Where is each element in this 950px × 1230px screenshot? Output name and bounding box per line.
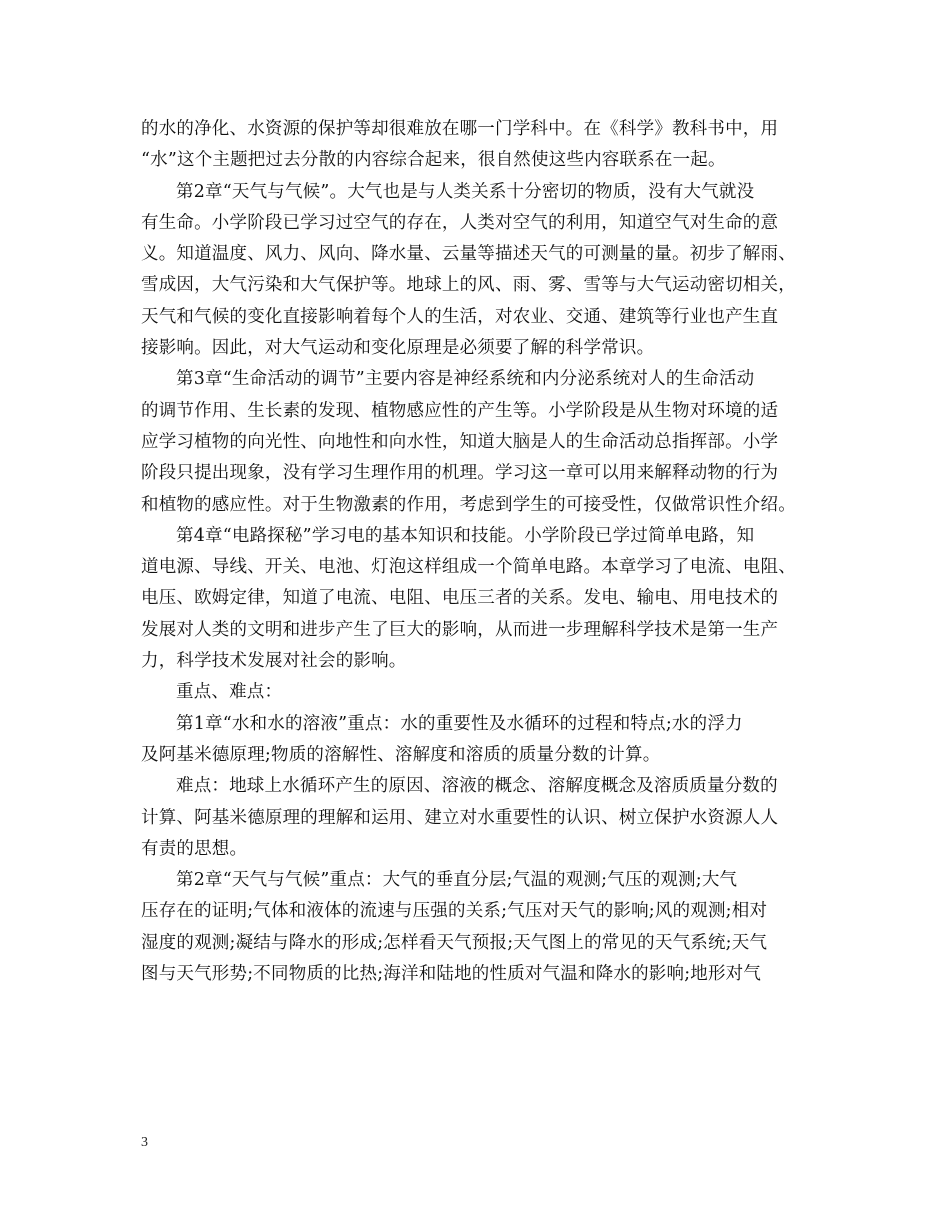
text-line: “水”这个主题把过去分散的内容综合起来，很自然使这些内容联系在一起。 bbox=[141, 150, 726, 171]
text-line: 湿度的观测;凝结与降水的形成;怎样看天气预报;天气图上的常见的天气系统;天气 bbox=[141, 932, 768, 953]
text-line: 及阿基米德原理;物质的溶解性、溶解度和溶质的质量分数的计算。 bbox=[141, 744, 661, 765]
text-line: 和植物的感应性。对于生物激素的作用，考虑到学生的可接受性，仅做常识性介绍。 bbox=[141, 494, 796, 515]
paragraph-start-line: 难点：地球上水循环产生的原因、溶液的概念、溶解度概念及溶质质量分数的 bbox=[176, 776, 778, 797]
text-line: 计算、阿基米德原理的理解和运用、建立对水重要性的认识、树立保护水资源人人 bbox=[141, 807, 779, 828]
paragraph-start-line: 第3章“生命活动的调节”主要内容是神经系统和内分泌系统对人的生命活动 bbox=[176, 369, 755, 390]
paragraph-start-line: 第2章“天气与气候”。大气也是与人类关系十分密切的物质，没有大气就没 bbox=[176, 181, 755, 202]
text-line: 应学习植物的向光性、向地性和向水性，知道大脑是人的生命活动总指挥部。小学 bbox=[141, 431, 779, 452]
text-line: 发展对人类的文明和进步产生了巨大的影响，从而进一步理解科学技术是第一生产 bbox=[141, 619, 779, 640]
text-line: 有生命。小学阶段已学习过空气的存在，人类对空气的利用，知道空气对生命的意 bbox=[141, 212, 779, 233]
text-line: 道电源、导线、开关、电池、灯泡这样组成一个简单电路。本章学习了电流、电阻、 bbox=[141, 557, 796, 578]
paragraph-start-line: 第1章“水和水的溶液”重点：水的重要性及水循环的过程和特点;水的浮力 bbox=[176, 713, 743, 734]
page-number: 3 bbox=[141, 1135, 148, 1150]
body-text bbox=[141, 114, 821, 990]
paragraph-start-line: 第2章“天气与气候”重点：大气的垂直分层;气温的观测;气压的观测;大气 bbox=[176, 870, 738, 891]
text-line: 有责的思想。 bbox=[141, 838, 248, 859]
section-heading: 重点、难点： bbox=[176, 682, 283, 703]
text-line: 压存在的证明;气体和液体的流速与压强的关系;气压对天气的影响;风的观测;相对 bbox=[141, 901, 768, 922]
text-line: 图与天气形势;不同物质的比热;海洋和陆地的性质对气温和降水的影响;地形对气 bbox=[141, 964, 762, 985]
text-line: 义。知道温度、风力、风向、降水量、云量等描述天气的可测量的量。初步了解雨、 bbox=[141, 244, 796, 265]
paragraph-start-line: 第4章“电路探秘”学习电的基本知识和技能。小学阶段已学过简单电路，知 bbox=[176, 525, 755, 546]
text-line: 的调节作用、生长素的发现、植物感应性的产生等。小学阶段是从生物对环境的适 bbox=[141, 400, 779, 421]
text-line: 力，科学技术发展对社会的影响。 bbox=[141, 651, 407, 672]
text-line: 的水的净化、水资源的保护等却很难放在哪一门学科中。在《科学》教科书中，用 bbox=[141, 119, 779, 139]
text-line: 阶段只提出现象，没有学习生理作用的机理。学习这一章可以用来解释动物的行为 bbox=[141, 463, 779, 484]
text-line: 电压、欧姆定律，知道了电流、电阻、电压三者的关系。发电、输电、用电技术的 bbox=[141, 588, 779, 609]
text-line: 天气和气候的变化直接影响着每个人的生活，对农业、交通、建筑等行业也产生直 bbox=[141, 306, 779, 327]
text-line: 接影响。因此，对大气运动和变化原理是必须要了解的科学常识。 bbox=[141, 338, 655, 359]
text-line: 雪成因，大气污染和大气保护等。地球上的风、雨、雾、雪等与大气运动密切相关， bbox=[141, 275, 796, 296]
